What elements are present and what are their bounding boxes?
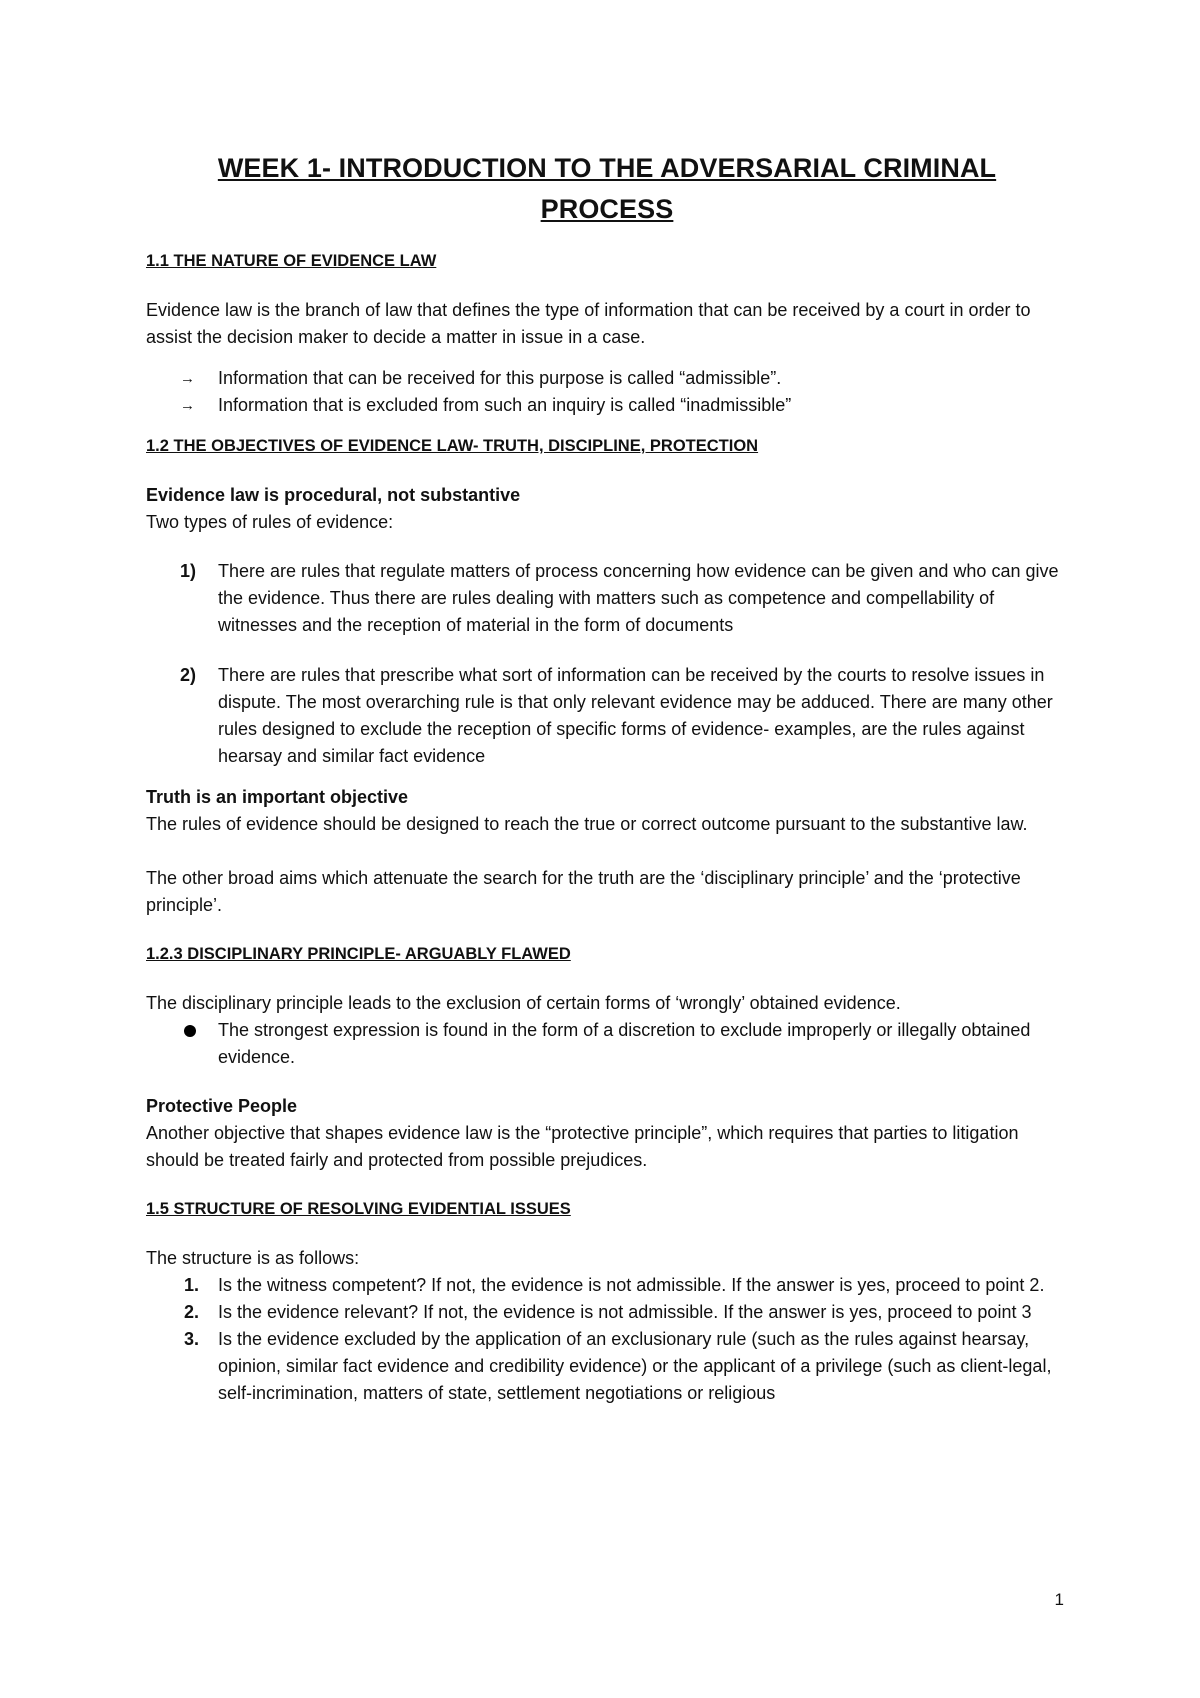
paragraph-protective: Another objective that shapes evidence law is the “protective principle”, which requires that parties to litigation should be treated fairly and protected from possible prejudices. (146, 1123, 1019, 1170)
list-marker: 2. (184, 1302, 200, 1322)
arrow-icon: → (180, 370, 195, 387)
list-item-text: Information that can be received for this purpose is called “admissible”. (218, 368, 782, 388)
list-item (146, 1272, 1068, 1299)
section-heading-1-1: 1.1 THE NATURE OF EVIDENCE LAW (146, 252, 437, 270)
section-heading-1-2-3: 1.2.3 DISCIPLINARY PRINCIPLE- ARGUABLY FLAWED (146, 945, 571, 963)
list-item-text: There are rules that regulate matters of process concerning how evidence can be given and who can give the evidence. Thus there are rules dealing with matters such as competence and compellability of witnesses and the reception of material in the form of documents (218, 561, 1059, 635)
list-item (146, 365, 1068, 392)
list-item (146, 392, 1068, 419)
structure-steps (146, 1272, 1068, 1407)
list-item (146, 1017, 1068, 1071)
disciplinary-bullets (146, 1017, 1068, 1071)
section-heading-1-2: 1.2 THE OBJECTIVES OF EVIDENCE LAW- TRUTH, DISCIPLINE, PROTECTION (146, 437, 759, 455)
section-heading-1-5: 1.5 STRUCTURE OF RESOLVING EVIDENTIAL ISSUES (146, 1200, 571, 1218)
list-item (146, 558, 1068, 639)
list-item-text: There are rules that prescribe what sort of information can be received by the courts to resolve issues in dispute. The most overarching rule is that only relevant evidence may be adduced. There are many other rules designed to exclude the reception of specific forms of evidence- examples, are the rules against hearsay and similar fact evidence (218, 665, 1053, 766)
bullet-icon (184, 1025, 196, 1037)
list-item (146, 662, 1068, 770)
list-item (146, 1299, 1068, 1326)
rules-list (146, 558, 1068, 770)
paragraph-structure-intro: The structure is as follows: (146, 1248, 360, 1268)
list-item-text: The strongest expression is found in the form of a discretion to exclude improperly or illegally obtained evidence. (218, 1020, 1031, 1067)
admissibility-list (146, 365, 1068, 419)
paragraph-truth: The rules of evidence should be designed to reach the true or correct outcome pursuant to the substantive law. (146, 814, 1028, 834)
list-marker: 1) (180, 561, 197, 581)
paragraph-disciplinary: The disciplinary principle leads to the exclusion of certain forms of ‘wrongly’ obtained evidence. (146, 993, 901, 1013)
list-item-text: Is the evidence excluded by the application of an exclusionary rule (such as the rules against hearsay, opinion, similar fact evidence and credibility evidence) or the applicant of a privilege (such as client-legal, self-incrimination, matters of state, settlement negotiations or religious (218, 1329, 1052, 1403)
document-title: WEEK 1- INTRODUCTION TO THE ADVERSARIAL CRIMINAL PROCESS (217, 153, 997, 224)
paragraph-other-aims: The other broad aims which attenuate the search for the truth are the ‘disciplinary principle’ and the ‘protective principle’. (146, 868, 1021, 915)
paragraph-two-types: Two types of rules of evidence: (146, 512, 394, 532)
arrow-icon: → (180, 397, 195, 414)
subheading-truth: Truth is an important objective (146, 787, 409, 807)
paragraph-evidence-definition: Evidence law is the branch of law that defines the type of information that can be received by a court in order to assist the decision maker to decide a matter in issue in a case. (146, 300, 1031, 347)
list-marker: 2) (180, 665, 197, 685)
list-marker: 3. (184, 1329, 200, 1349)
list-marker: 1. (184, 1275, 200, 1295)
list-item-text: Information that is excluded from such an inquiry is called “inadmissible” (218, 395, 792, 415)
list-item (146, 1326, 1068, 1407)
list-item-text: Is the witness competent? If not, the evidence is not admissible. If the answer is yes, proceed to point 2. (218, 1275, 1045, 1295)
subheading-procedural: Evidence law is procedural, not substantive (146, 485, 521, 505)
subheading-protective: Protective People (146, 1096, 298, 1116)
list-item-text: Is the evidence relevant? If not, the evidence is not admissible. If the answer is yes, proceed to point 3 (218, 1302, 1032, 1322)
page-number: 1 (1054, 1590, 1064, 1609)
